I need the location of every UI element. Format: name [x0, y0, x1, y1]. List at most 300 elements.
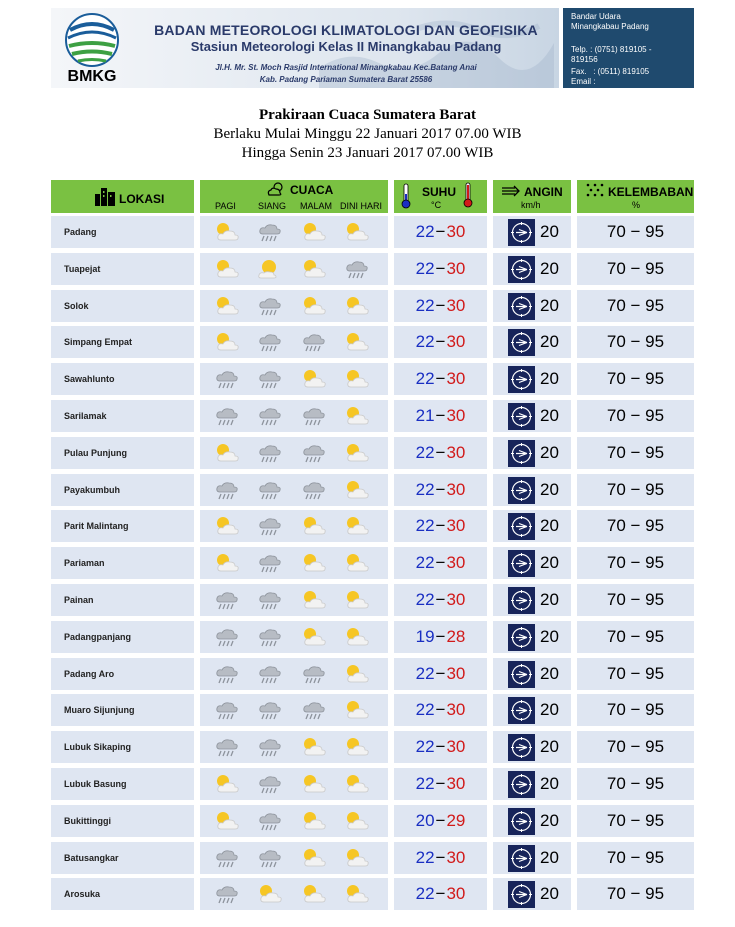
- wind-direction-compass-icon: [508, 256, 535, 283]
- temperature-cell: [394, 510, 487, 542]
- wind-direction-compass-icon: [508, 293, 535, 320]
- temp-max: 30: [446, 442, 466, 462]
- temp-dash: −: [435, 590, 446, 609]
- temp-max: 30: [446, 369, 466, 389]
- partly-cloudy-icon: [300, 588, 328, 612]
- temp-max: 28: [446, 626, 466, 646]
- location-name: Lubuk Sikaping: [64, 742, 132, 753]
- humidity-range: 70 − 95: [606, 810, 665, 830]
- rain-icon: [213, 588, 241, 612]
- temp-dash: −: [435, 479, 446, 499]
- wind-direction-compass-icon: [508, 808, 535, 835]
- temperature-cell: [394, 842, 487, 874]
- table-row: [51, 510, 694, 542]
- temp-max: 30: [446, 258, 466, 278]
- temp-max: 30: [446, 332, 466, 352]
- rain-icon: [300, 478, 328, 502]
- wind-cell: [493, 842, 571, 874]
- rain-icon: [213, 698, 241, 722]
- location-cell: [51, 363, 194, 395]
- location-cell: [51, 621, 194, 653]
- partly-cloudy-icon: [343, 698, 371, 722]
- table-row: [51, 400, 694, 432]
- address-line-1: Jl.H. Mr. St. Moch Rasjid International Minangkabau Kec.Batang Anai: [215, 63, 477, 72]
- weather-cell: [200, 584, 388, 616]
- location-name: Parit Malintang: [64, 521, 129, 532]
- temperature-range: [394, 694, 487, 726]
- partly-cloudy-icon: [300, 735, 328, 759]
- table-row: [51, 326, 694, 358]
- location-cell: [51, 694, 194, 726]
- weather-cell: [200, 621, 388, 653]
- temp-min: 22: [415, 222, 435, 241]
- rain-icon: [256, 588, 284, 612]
- temperature-cell: [394, 474, 487, 506]
- partly-cloudy-icon: [213, 514, 241, 538]
- page-title: Prakiraan Cuaca Sumatera Barat: [258, 107, 477, 123]
- humidity-range: 70 − 95: [606, 295, 665, 315]
- partly-cloudy-icon: [300, 294, 328, 318]
- humidity-cell: [577, 658, 694, 690]
- temp-max: 30: [446, 700, 466, 720]
- temp-max: 30: [446, 663, 466, 683]
- humidity-cell: [577, 694, 694, 726]
- partly-cloudy-icon: [343, 441, 371, 465]
- location-cell: [51, 658, 194, 690]
- address-line-2: Kab. Padang Pariaman Sumatera Barat 25586: [259, 75, 433, 84]
- table-row: [51, 253, 694, 285]
- temp-min: 22: [415, 295, 435, 315]
- wind-speed: 20: [540, 774, 559, 793]
- humidity-range: 70 − 95: [606, 369, 665, 389]
- temperature-cell: [394, 253, 487, 285]
- contact-line: Fax. : (0511) 819105: [571, 67, 650, 76]
- temperature-cell: [394, 326, 487, 358]
- location-cell: [51, 474, 194, 506]
- angin-unit: km/h: [521, 200, 541, 210]
- humidity-cell: [577, 584, 694, 616]
- rain-icon: [256, 772, 284, 796]
- wind-cell: [493, 216, 571, 248]
- location-cell: [51, 216, 194, 248]
- temperature-cell: [394, 658, 487, 690]
- humidity-cell: [577, 731, 694, 763]
- weather-cell: [200, 694, 388, 726]
- wind-direction-compass-icon: [508, 771, 535, 798]
- rain-icon: [213, 367, 241, 391]
- wind-speed: 20: [540, 700, 559, 720]
- table-row: [51, 731, 694, 763]
- angin-label: ANGIN: [524, 185, 563, 199]
- temp-dash: −: [435, 553, 446, 573]
- wind-direction-compass-icon: [508, 881, 535, 908]
- wind-direction-compass-icon: [508, 661, 535, 688]
- header-banner: [51, 8, 694, 88]
- wind-direction-compass-icon: [508, 550, 535, 577]
- temp-max: 30: [446, 479, 466, 499]
- location-cell: [51, 768, 194, 800]
- location-name: Tuapejat: [64, 263, 101, 274]
- partly-cloudy-icon: [343, 330, 371, 354]
- wind-speed: 20: [540, 406, 559, 425]
- partly-cloudy-icon: [343, 846, 371, 870]
- temperature-range: [394, 326, 487, 358]
- partly-cloudy-icon: [213, 220, 241, 244]
- wind-speed: 20: [540, 442, 559, 462]
- weather-cell: [200, 547, 388, 579]
- rain-icon: [256, 625, 284, 649]
- humidity-cell: [577, 363, 694, 395]
- partly-cloudy-icon: [343, 404, 371, 428]
- partly-cloudy-icon: [300, 551, 328, 575]
- temp-min: 22: [415, 369, 435, 389]
- table-row: [51, 363, 694, 395]
- weather-cell: [200, 768, 388, 800]
- wind-speed: 20: [540, 222, 559, 241]
- temp-min: 22: [415, 332, 435, 352]
- temp-min: 22: [415, 516, 435, 536]
- partly-cloudy-icon: [343, 514, 371, 538]
- wind-direction-compass-icon: [508, 219, 535, 246]
- logo-text: BMKG: [67, 68, 117, 85]
- weather-cell: [200, 842, 388, 874]
- location-name: Lubuk Basung: [64, 779, 127, 789]
- temp-min: 22: [415, 700, 435, 720]
- wind-direction-compass-icon: [508, 734, 535, 761]
- partly-cloudy-icon: [300, 367, 328, 391]
- location-cell: [51, 731, 194, 763]
- wind-speed: 20: [540, 663, 559, 683]
- table-row: [51, 437, 694, 469]
- temp-min: 22: [415, 737, 435, 757]
- rain-icon: [256, 441, 284, 465]
- location-cell: [51, 878, 194, 910]
- temp-dash: −: [435, 369, 446, 389]
- partly-cloudy-icon: [256, 882, 284, 906]
- weather-cell: [200, 731, 388, 763]
- partly-cloudy-icon: [213, 809, 241, 833]
- temp-min: 22: [415, 847, 435, 867]
- temp-min: 20: [415, 810, 435, 830]
- temperature-range: [394, 658, 487, 690]
- location-cell: [51, 547, 194, 579]
- table-row: [51, 621, 694, 653]
- rain-icon: [213, 625, 241, 649]
- wind-direction-compass-icon: [508, 624, 535, 651]
- temperature-cell: [394, 363, 487, 395]
- temperature-cell: [394, 878, 487, 910]
- temperature-cell: [394, 694, 487, 726]
- temperature-cell: [394, 216, 487, 248]
- partly-cloudy-icon: [213, 551, 241, 575]
- temperature-cell: [394, 731, 487, 763]
- rain-icon: [256, 478, 284, 502]
- wind-direction-compass-icon: [508, 513, 535, 540]
- temp-max: 30: [446, 406, 466, 425]
- kelembaban-unit: %: [632, 200, 641, 210]
- temp-max: 29: [446, 810, 466, 830]
- rain-icon: [256, 698, 284, 722]
- location-cell: [51, 437, 194, 469]
- wind-cell: [493, 547, 571, 579]
- valid-until: Hingga Senin 23 Januari 2017 07.00 WIB: [241, 145, 494, 161]
- wind-cell: [493, 658, 571, 690]
- org-subtitle: Stasiun Meteorologi Kelas II Minangkabau Padang: [190, 39, 502, 54]
- rain-icon: [300, 662, 328, 686]
- location-name: Payakumbuh: [64, 484, 121, 495]
- wind-speed: 20: [540, 847, 559, 867]
- partly-cloudy-icon: [343, 588, 371, 612]
- temp-dash: −: [435, 884, 446, 904]
- malam-label: MALAM: [300, 201, 333, 211]
- wind-direction-compass-icon: [508, 440, 535, 467]
- wind-cell: [493, 878, 571, 910]
- temperature-cell: [394, 437, 487, 469]
- rain-icon: [300, 404, 328, 428]
- cuaca-label: CUACA: [290, 183, 334, 197]
- temp-dash: −: [435, 332, 446, 352]
- rain-icon: [256, 220, 284, 244]
- temp-max: 30: [446, 516, 466, 536]
- suhu-unit: °C: [431, 200, 442, 210]
- table-row: [51, 216, 694, 248]
- temperature-range: [394, 547, 487, 579]
- wind-speed: 20: [540, 590, 559, 609]
- temperature-range: [394, 510, 487, 542]
- rain-icon: [213, 404, 241, 428]
- partly-cloudy-icon: [300, 220, 328, 244]
- temp-min: 22: [415, 553, 435, 573]
- location-name: Solok: [64, 300, 89, 311]
- humidity-cell: [577, 621, 694, 653]
- temp-dash: −: [435, 258, 446, 278]
- humidity-range: 70 − 95: [606, 222, 665, 241]
- temp-max: 30: [446, 590, 466, 609]
- table-row: [51, 474, 694, 506]
- temp-min: 19: [415, 626, 435, 646]
- weather-cell: [200, 290, 388, 322]
- siang-label: SIANG: [258, 201, 287, 211]
- location-name: Pulau Punjung: [64, 447, 127, 458]
- location-cell: [51, 584, 194, 616]
- table-row: [51, 694, 694, 726]
- humidity-cell: [577, 400, 694, 432]
- location-name: Batusangkar: [64, 852, 119, 863]
- wind-speed: 20: [540, 737, 559, 757]
- weather-cell: [200, 400, 388, 432]
- location-name: Pariaman: [64, 558, 105, 569]
- partly-cloudy-icon: [300, 846, 328, 870]
- humidity-range: 70 − 95: [606, 774, 665, 793]
- temp-min: 22: [415, 884, 435, 904]
- location-cell: [51, 326, 194, 358]
- temperature-range: [394, 584, 487, 616]
- temperature-cell: [394, 805, 487, 837]
- location-name: Muaro Sijunjung: [64, 705, 135, 716]
- partly-cloudy-icon: [343, 772, 371, 796]
- location-cell: [51, 290, 194, 322]
- banner-main: [51, 8, 559, 88]
- wind-cell: [493, 253, 571, 285]
- rain-icon: [256, 846, 284, 870]
- partly-cloudy-icon: [213, 441, 241, 465]
- lokasi-label: LOKASI: [119, 192, 165, 206]
- temp-dash: −: [435, 700, 446, 720]
- temp-max: 30: [446, 847, 466, 867]
- wind-speed: 20: [540, 369, 559, 389]
- rain-icon: [256, 294, 284, 318]
- location-name: Painan: [64, 595, 94, 605]
- partly-cloudy-icon: [300, 625, 328, 649]
- temperature-range: [394, 363, 487, 395]
- temp-max: 30: [446, 295, 466, 315]
- wind-cell: [493, 768, 571, 800]
- humidity-range: 70 − 95: [606, 700, 665, 720]
- rain-icon: [256, 514, 284, 538]
- location-name: Arosuka: [64, 889, 101, 900]
- temperature-range: [394, 216, 487, 248]
- wind-cell: [493, 326, 571, 358]
- location-name: Sawahlunto: [64, 374, 115, 385]
- temp-dash: −: [435, 295, 446, 315]
- weather-cell: [200, 658, 388, 690]
- wind-cell: [493, 510, 571, 542]
- temperature-range: [394, 290, 487, 322]
- humidity-range: 70 − 95: [606, 553, 665, 573]
- humidity-range: 70 − 95: [606, 516, 665, 536]
- rain-icon: [213, 662, 241, 686]
- temp-max: 30: [446, 553, 466, 573]
- rain-icon: [213, 478, 241, 502]
- header-kelembaban: [577, 180, 694, 213]
- table-row: [51, 768, 694, 800]
- pagi-label: PAGI: [215, 201, 236, 211]
- thermometer-hot-icon: [463, 182, 473, 208]
- humidity-cell: [577, 510, 694, 542]
- humidity-range: 70 − 95: [606, 406, 665, 425]
- city-icon: [94, 186, 116, 206]
- wind-speed: 20: [540, 884, 559, 904]
- partly-cloudy-icon: [343, 367, 371, 391]
- location-cell: [51, 400, 194, 432]
- rain-icon: [256, 662, 284, 686]
- humidity-cell: [577, 290, 694, 322]
- location-cell: [51, 842, 194, 874]
- partly-cloudy-icon: [343, 809, 371, 833]
- partly-cloudy-icon: [343, 735, 371, 759]
- temp-max: 30: [446, 737, 466, 757]
- sun-cloud-outline-icon: [266, 181, 286, 197]
- weather-cell: [200, 363, 388, 395]
- temperature-range: [394, 474, 487, 506]
- temperature-range: [394, 437, 487, 469]
- temp-min: 22: [415, 258, 435, 278]
- wind-speed: 20: [540, 258, 559, 278]
- partly-cloudy-icon: [343, 882, 371, 906]
- partly-cloudy-icon: [343, 551, 371, 575]
- rain-icon: [213, 846, 241, 870]
- rain-icon: [256, 330, 284, 354]
- humidity-cell: [577, 326, 694, 358]
- partly-cloudy-icon: [213, 257, 241, 281]
- humidity-range: 70 − 95: [606, 847, 665, 867]
- humidity-range: 70 − 95: [606, 332, 665, 352]
- wind-speed: 20: [540, 516, 559, 536]
- contact-line: Minangkabau Padang: [571, 22, 649, 31]
- humidity-cell: [577, 547, 694, 579]
- humidity-cell: [577, 768, 694, 800]
- partly-cloudy-icon: [300, 514, 328, 538]
- humidity-range: 70 − 95: [606, 258, 665, 278]
- wind-cell: [493, 400, 571, 432]
- table-row: [51, 290, 694, 322]
- humidity-cell: [577, 474, 694, 506]
- rain-icon: [256, 404, 284, 428]
- contact-panel: [563, 8, 694, 88]
- wind-speed: 20: [540, 810, 559, 830]
- contact-line: 819156: [571, 55, 598, 64]
- wind-direction-compass-icon: [508, 587, 535, 614]
- temp-dash: −: [435, 737, 446, 757]
- wind-cell: [493, 731, 571, 763]
- temp-dash: −: [435, 810, 446, 830]
- temp-min: 21: [415, 406, 435, 425]
- humidity-range: 70 − 95: [606, 479, 665, 499]
- temp-min: 22: [415, 663, 435, 683]
- table-row: [51, 805, 694, 837]
- wind-cell: [493, 290, 571, 322]
- valid-from: Berlaku Mulai Minggu 22 Januari 2017 07.00 WIB: [213, 126, 522, 142]
- header-suhu: [394, 180, 487, 213]
- location-name: Padangpanjang: [64, 631, 132, 642]
- humidity-range: 70 − 95: [606, 626, 665, 646]
- weather-cell: [200, 437, 388, 469]
- partly-cloudy-icon: [300, 882, 328, 906]
- rain-icon: [300, 330, 328, 354]
- temperature-range: [394, 842, 487, 874]
- temperature-cell: [394, 547, 487, 579]
- sun-cloud-icon: [256, 257, 284, 281]
- table-row: [51, 584, 694, 616]
- rain-icon: [256, 809, 284, 833]
- thermometer-cold-icon: [401, 183, 411, 209]
- rain-icon: [213, 735, 241, 759]
- header-angin: [493, 180, 571, 213]
- temperature-range: [394, 400, 487, 432]
- temp-dash: −: [435, 626, 446, 646]
- partly-cloudy-icon: [300, 809, 328, 833]
- location-name: Simpang Empat: [64, 337, 133, 348]
- partly-cloudy-icon: [213, 330, 241, 354]
- partly-cloudy-icon: [300, 772, 328, 796]
- location-cell: [51, 805, 194, 837]
- temperature-range: [394, 768, 487, 800]
- rain-icon: [300, 698, 328, 722]
- partly-cloudy-icon: [343, 478, 371, 502]
- weather-cell: [200, 253, 388, 285]
- humidity-range: 70 − 95: [606, 737, 665, 757]
- temp-dash: −: [435, 442, 446, 462]
- temp-dash: −: [435, 222, 446, 241]
- dini-hari-label: DINI HARI: [340, 201, 383, 211]
- temp-dash: −: [435, 406, 446, 425]
- temperature-range: [394, 731, 487, 763]
- weather-cell: [200, 326, 388, 358]
- wind-direction-compass-icon: [508, 697, 535, 724]
- humidity-cell: [577, 805, 694, 837]
- humidity-cell: [577, 842, 694, 874]
- wind-direction-compass-icon: [508, 403, 535, 430]
